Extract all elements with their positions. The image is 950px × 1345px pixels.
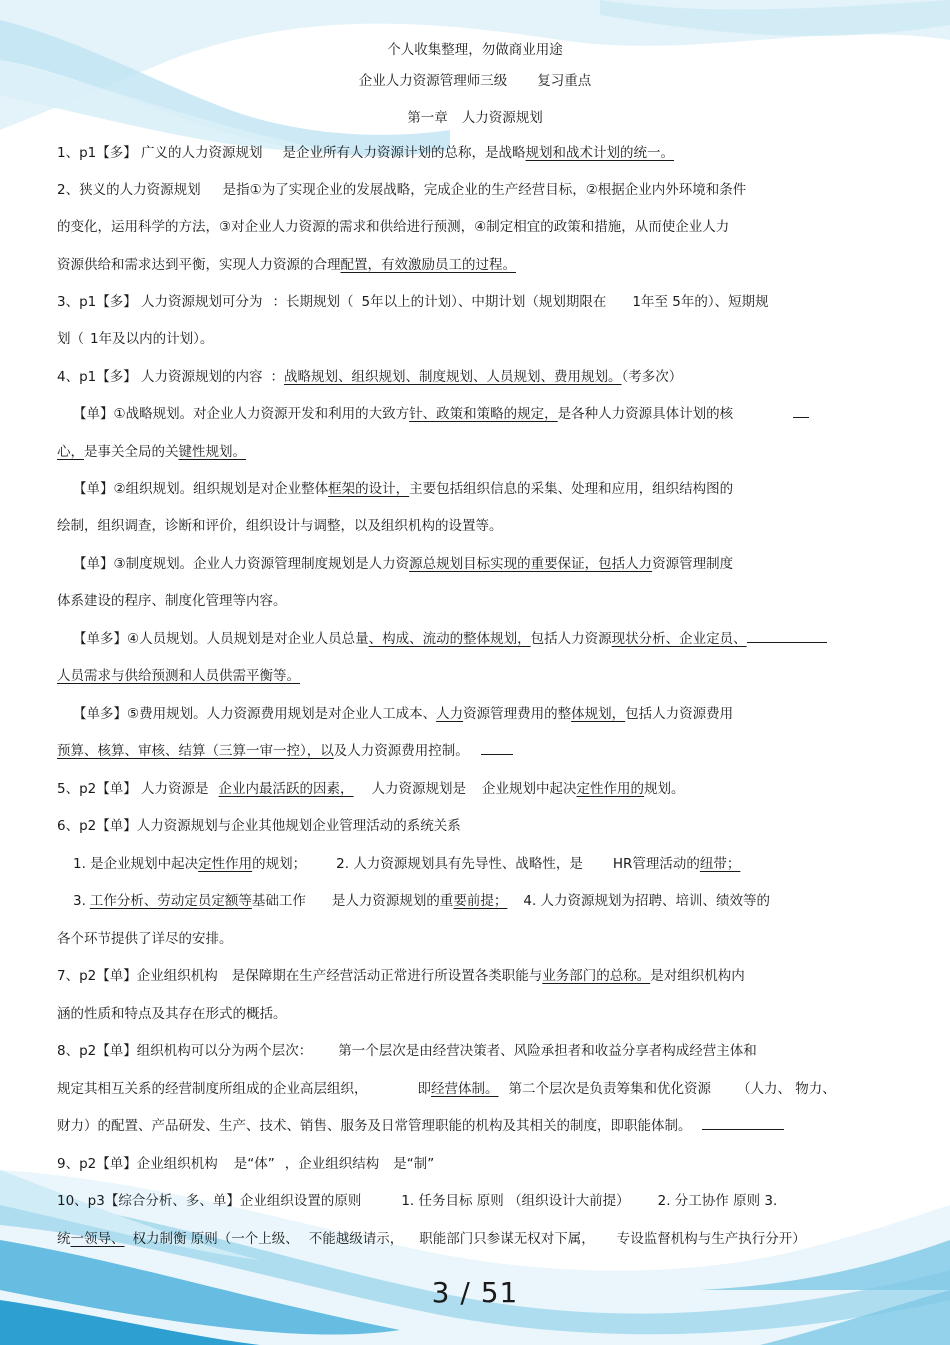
line-9: 心，是事关全局的关键性规划。 <box>57 444 246 460</box>
line-11: 绘制，组织调查，诊断和评价，组织设计与调整，以及组织机构的设置等。 <box>57 518 503 534</box>
line-7: 4、p1【多】 人力资源规划的内容 ：战略规划、组织规划、制度规划、人员规划、费用规划。（考多次） <box>57 369 683 385</box>
line-22: 各个环节提供了详尽的安排。 <box>57 931 233 947</box>
header-title <box>0 69 950 89</box>
line-26: 规定其相互关系的经营制度所组成的企业高层组织， 即经营体制。 第二个层次是负责筹集和优化资源 （人力、 物力、 <box>57 1081 836 1097</box>
line-30: 统一领导、 权力制衡 原则（一个上级、 不能越级请示， 职能部门只参谋无权对下属， 专设监督机构与生产执行分开） <box>57 1231 806 1247</box>
header-notice: 个人收集整理，勿做商业用途 <box>387 42 563 58</box>
line-5: 3、p1【多】 人力资源规划可分为 ：长期规划（ 5年以上的计划）、中期计划（规划期限在 1年至 5年的）、短期规 <box>57 294 769 310</box>
line-6: 划（ 1年及以内的计划）。 <box>57 331 214 347</box>
line-2: 2、狭义的人力资源规划 是指①为了实现企业的发展战略，完成企业的生产经营目标，②根据企业内外环境和条件 <box>57 182 747 198</box>
line-13: 体系建设的程序、制度化管理等内容。 <box>57 593 287 609</box>
line-12: 【单】③制度规划。企业人力资源管理制度规划是人力资源总规划目标实现的重要保证，包括人力资源管理制度 <box>73 556 734 572</box>
page-number: 3 / 51 <box>431 1276 519 1309</box>
line-14: 【单多】④人员规划。人员规划是对企业人员总量、构成、流动的整体规划，包括人力资源现状分析、企业定员、 <box>73 630 827 648</box>
header-title-sub: 复习重点 <box>537 73 592 89</box>
line-21: 3. 工作分析、劳动定员定额等基础工作 是人力资源规划的重要前提； 4. 人力资源规划为招聘、培训、绩效等的 <box>73 893 771 909</box>
line-10: 【单】②组织规划。组织规划是对企业整体框架的设计，主要包括组织信息的采集、处理和应用，组织结构图的 <box>73 481 734 497</box>
line-27: 财力）的配置、产品研发、生产、技术、销售、服务及日常管理职能的机构及其相关的制度，即职能体制。 <box>57 1117 784 1135</box>
line-16: 【单多】⑤费用规划。人力资源费用规划是对企业人工成本、人力资源管理费用的整体规划，包括人力资源费用 <box>73 706 734 722</box>
line-17: 预算、核算、审核、结算（三算一审一控），以及人力资源费用控制。 <box>57 742 513 760</box>
line-19: 6、p2【单】人力资源规划与企业其他规划企业管理活动的系统关系 <box>57 818 461 834</box>
line-29: 10、p3【综合分析、多、单】企业组织设置的原则 1. 任务目标 原则 （组织设计大前提） 2. 分工协作 原则 3. <box>57 1193 778 1209</box>
line-18: 5、p2【单】 人力资源是 企业内最活跃的因素， 人力资源规划是 企业规划中起决定性作用的规划。 <box>57 781 685 797</box>
line-24: 涵的性质和特点及其存在形式的概括。 <box>57 1006 287 1022</box>
line-25: 8、p2【单】组织机构可以分为两个层次： 第一个层次是由经营决策者、风险承担者和收益分享者构成经营主体和 <box>57 1043 757 1059</box>
line-15: 人员需求与供给预测和人员供需平衡等。 <box>57 668 300 684</box>
line-8: 【单】①战略规划。对企业人力资源开发和利用的大致方针、政策和策略的规定，是各种人力资源具体计划的核 <box>73 405 809 423</box>
header-title-main: 企业人力资源管理师三级 <box>358 73 508 89</box>
line-20: 1. 是企业规划中起决定性作用的规划； 2. 人力资源规划具有先导性、战略性，是 HR管理活动的纽带； <box>73 856 741 872</box>
line-23: 7、p2【单】企业组织机构 是保障期在生产经营活动正常进行所设置各类职能与业务部门的总称。是对组织机构内 <box>57 968 745 984</box>
line-28: 9、p2【单】企业组织机构 是“体” ，企业组织结构 是“制” <box>57 1156 435 1172</box>
chapter-title: 第一章 人力资源规划 <box>407 110 543 126</box>
line-3: 的变化，运用科学的方法，③对企业人力资源的需求和供给进行预测，④制定相宜的政策和措施，从而使企业人力 <box>57 219 730 235</box>
line-1: 1、p1【多】 广义的人力资源规划 是企业所有人力资源计划的总称，是战略规划和战术计划的统一。 <box>57 145 675 161</box>
line-4: 资源供给和需求达到平衡，实现人力资源的合理配置，有效激励员工的过程。 <box>57 257 516 273</box>
